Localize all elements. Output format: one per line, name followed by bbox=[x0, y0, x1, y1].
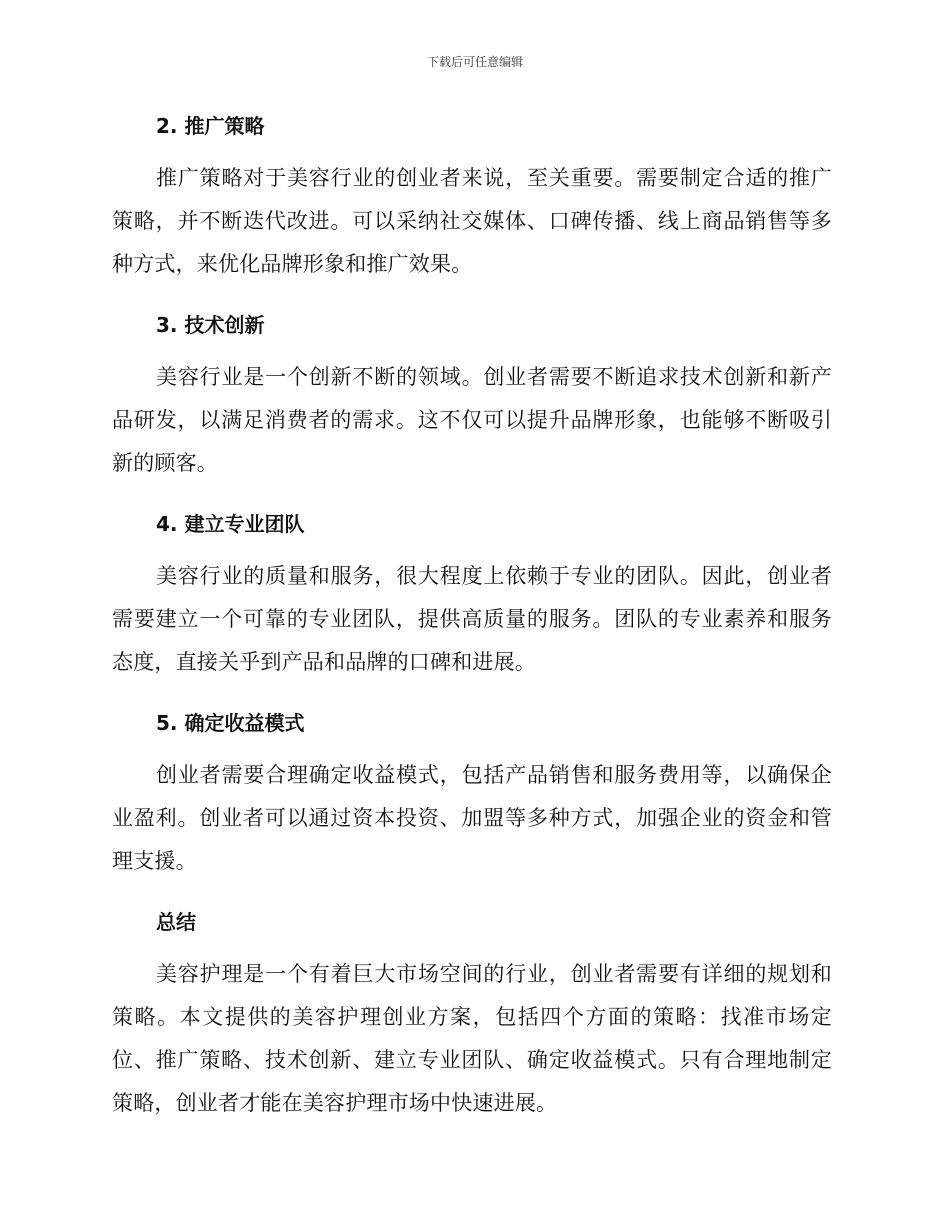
section-paragraph: 美容行业的质量和服务，很大程度上依赖于专业的团队。因此，创业者需要建立一个可靠的专业团队，提供高质量的服务。团队的专业素养和服务态度，直接关乎到产品和品牌的口碑和进展。 bbox=[112, 564, 832, 674]
document-body bbox=[112, 111, 832, 1149]
section-heading: 总结 bbox=[156, 910, 196, 934]
section-heading: 2. 推广策略 bbox=[156, 114, 265, 138]
page-header-note: 下载后可任意编辑 bbox=[426, 55, 523, 69]
section-paragraph: 美容行业是一个创新不断的领域。创业者需要不断追求技术创新和新产品研发，以满足消费者的需求。这不仅可以提升品牌形象，也能够不断吸引新的顾客。 bbox=[112, 365, 832, 475]
section-technology-innovation bbox=[112, 310, 832, 485]
section-paragraph: 创业者需要合理确定收益模式，包括产品销售和服务费用等，以确保企业盈利。创业者可以通过资本投资、加盟等多种方式，加强企业的资金和管理支援。 bbox=[112, 763, 832, 873]
section-revenue-model bbox=[112, 708, 832, 883]
section-heading: 3. 技术创新 bbox=[156, 313, 265, 337]
section-promotion-strategy bbox=[112, 111, 832, 286]
section-paragraph: 推广策略对于美容行业的创业者来说，至关重要。需要制定合适的推广策略，并不断迭代改进。可以采纳社交媒体、口碑传播、线上商品销售等多种方式，来优化品牌形象和推广效果。 bbox=[112, 166, 832, 276]
section-summary bbox=[112, 907, 832, 1125]
section-heading: 5. 确定收益模式 bbox=[156, 711, 305, 735]
section-professional-team bbox=[112, 509, 832, 684]
section-heading: 4. 建立专业团队 bbox=[156, 512, 305, 536]
section-paragraph: 美容护理是一个有着巨大市场空间的行业，创业者需要有详细的规划和策略。本文提供的美容护理创业方案，包括四个方面的策略：找准市场定位、推广策略、技术创新、建立专业团队、确定收益模式。只有合理地制定策略，创业者才能在美容护理市场中快速进展。 bbox=[112, 962, 832, 1115]
